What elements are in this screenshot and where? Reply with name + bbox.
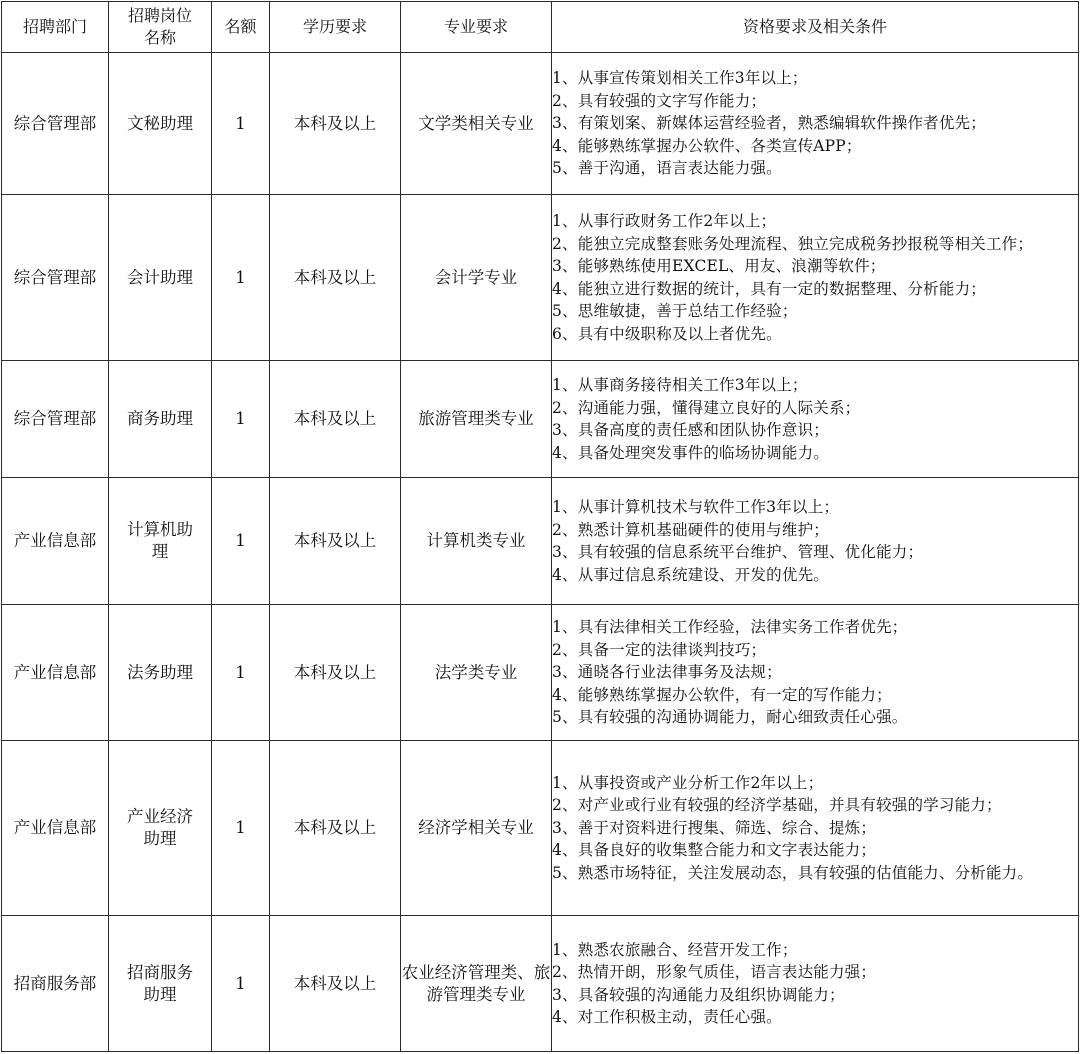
- requirement-item: 1、从事计算机技术与软件工作3年以上；: [552, 498, 840, 516]
- cell-dept: 产业信息部: [2, 478, 109, 605]
- requirement-item: 4、从事过信息系统建设、开发的优先。: [552, 565, 829, 584]
- table-row: [2, 478, 1079, 605]
- cell-quota: 1: [212, 195, 270, 361]
- requirement-item: 4、能够熟练掌握办公软件，有一定的写作能力；: [552, 685, 892, 704]
- requirement-item: 3、通晓各行业法律事务及法规；: [552, 663, 782, 682]
- header-dept: 招聘部门: [2, 2, 109, 53]
- requirement-item: 1、从事商务接待相关工作3年以上；: [552, 376, 808, 394]
- requirement-item: 4、能够熟练掌握办公软件、各类宣传APP；: [552, 136, 862, 155]
- requirement-item: 2、对产业或行业有较强的经济学基础，并具有较强的学习能力；: [552, 796, 1002, 815]
- table-row: [2, 916, 1079, 1052]
- cell-position: 文秘助理: [109, 53, 212, 195]
- cell-quota: 1: [212, 53, 270, 195]
- cell-requirements: [552, 53, 1079, 195]
- requirement-item: 5、善于沟通，语言表达能力强。: [552, 159, 782, 178]
- cell-requirements: [552, 916, 1079, 1052]
- table-row: [2, 361, 1079, 478]
- cell-quota: 1: [212, 478, 270, 605]
- cell-position: 产业经济助理: [109, 741, 212, 916]
- requirement-item: 2、具备一定的法律谈判技巧；: [552, 640, 767, 659]
- cell-quota: 1: [212, 361, 270, 478]
- cell-education: 本科及以上: [270, 741, 401, 916]
- requirement-item: 3、有策划案、新媒体运营经验者，熟悉编辑软件操作者优先；: [552, 114, 986, 133]
- requirement-item: 2、热情开朗，形象气质佳，语言表达能力强；: [552, 963, 877, 981]
- table-row: [2, 741, 1079, 916]
- cell-position: 商务助理: [109, 361, 212, 478]
- cell-position: 会计助理: [109, 195, 212, 361]
- cell-major: 计算机类专业: [401, 478, 552, 605]
- table-row: [2, 195, 1079, 361]
- table-body: [2, 53, 1079, 1052]
- header-education: 学历要求: [270, 2, 401, 53]
- recruitment-table: [1, 1, 1079, 1052]
- requirement-item: 2、具有较强的文字写作能力；: [552, 91, 767, 110]
- header-requirements: 资格要求及相关条件: [552, 2, 1079, 53]
- requirement-item: 2、沟通能力强，懂得建立良好的人际关系；: [552, 398, 861, 417]
- requirement-item: 2、熟悉计算机基础硬件的使用与维护；: [552, 520, 829, 539]
- header-position: 招聘岗位 名称: [109, 2, 212, 53]
- requirement-item: 1、从事投资或产业分析工作2年以上；: [552, 773, 824, 792]
- cell-requirements: [552, 605, 1079, 741]
- cell-dept: 综合管理部: [2, 53, 109, 195]
- requirement-item: 5、熟悉市场特征，关注发展动态，具有较强的估值能力、分析能力。: [552, 863, 1034, 882]
- header-quota: 名额: [212, 2, 270, 53]
- cell-major: 法学类专业: [401, 605, 552, 741]
- requirement-item: 4、具备处理突发事件的临场协调能力。: [552, 443, 829, 462]
- cell-requirements: [552, 361, 1079, 478]
- requirement-item: 5、思维敏捷，善于总结工作经验；: [552, 302, 798, 320]
- cell-dept: 综合管理部: [2, 361, 109, 478]
- requirement-item: 2、能独立完成整套账务处理流程、独立完成税务抄报税等相关工作；: [552, 234, 1034, 253]
- cell-dept: 产业信息部: [2, 741, 109, 916]
- requirement-item: 1、具有法律相关工作经验，法律实务工作者优先；: [552, 618, 908, 637]
- requirement-item: 3、能够熟练使用EXCEL、用友、浪潮等软件；: [552, 257, 886, 275]
- requirement-item: 3、具备较强的沟通能力及组织协调能力；: [552, 985, 845, 1004]
- requirement-item: 4、能独立进行数据的统计，具有一定的数据整理、分析能力；: [552, 279, 986, 298]
- requirement-item: 3、具有较强的信息系统平台维护、管理、优化能力；: [552, 543, 924, 561]
- cell-major: 会计学专业: [401, 195, 552, 361]
- cell-education: 本科及以上: [270, 478, 401, 605]
- cell-dept: 综合管理部: [2, 195, 109, 361]
- cell-major: 旅游管理类专业: [401, 361, 552, 478]
- requirement-item: 6、具有中级职称及以上者优先。: [552, 324, 782, 343]
- header-major: 专业要求: [401, 2, 552, 53]
- cell-position: 招商服务助理: [109, 916, 212, 1052]
- requirement-item: 5、具有较强的沟通协调能力，耐心细致责任心强。: [552, 708, 908, 727]
- requirement-item: 3、具备高度的责任感和团队协作意识；: [552, 421, 829, 439]
- requirement-item: 4、具备良好的收集整合能力和文字表达能力；: [552, 841, 877, 860]
- cell-position: 法务助理: [109, 605, 212, 741]
- cell-major: 文学类相关专业: [401, 53, 552, 195]
- cell-quota: 1: [212, 916, 270, 1052]
- table-row: [2, 605, 1079, 741]
- requirement-item: 1、从事宣传策划相关工作3年以上；: [552, 69, 808, 88]
- cell-education: 本科及以上: [270, 605, 401, 741]
- cell-education: 本科及以上: [270, 361, 401, 478]
- requirement-item: 1、熟悉农旅融合、经营开发工作；: [552, 940, 798, 959]
- cell-education: 本科及以上: [270, 53, 401, 195]
- cell-requirements: [552, 195, 1079, 361]
- requirement-item: 3、善于对资料进行搜集、筛选、综合、提炼；: [552, 818, 877, 837]
- requirement-item: 4、对工作积极主动，责任心强。: [552, 1008, 782, 1026]
- cell-major: 农业经济管理类、旅游管理类专业: [401, 916, 552, 1052]
- cell-quota: 1: [212, 605, 270, 741]
- cell-requirements: [552, 478, 1079, 605]
- cell-quota: 1: [212, 741, 270, 916]
- table-row: [2, 53, 1079, 195]
- table-header-row: [2, 2, 1079, 53]
- cell-dept: 产业信息部: [2, 605, 109, 741]
- cell-position: 计算机助理: [109, 478, 212, 605]
- cell-requirements: [552, 741, 1079, 916]
- cell-dept: 招商服务部: [2, 916, 109, 1052]
- cell-major: 经济学相关专业: [401, 741, 552, 916]
- cell-education: 本科及以上: [270, 195, 401, 361]
- cell-education: 本科及以上: [270, 916, 401, 1052]
- requirement-item: 1、从事行政财务工作2年以上；: [552, 212, 777, 230]
